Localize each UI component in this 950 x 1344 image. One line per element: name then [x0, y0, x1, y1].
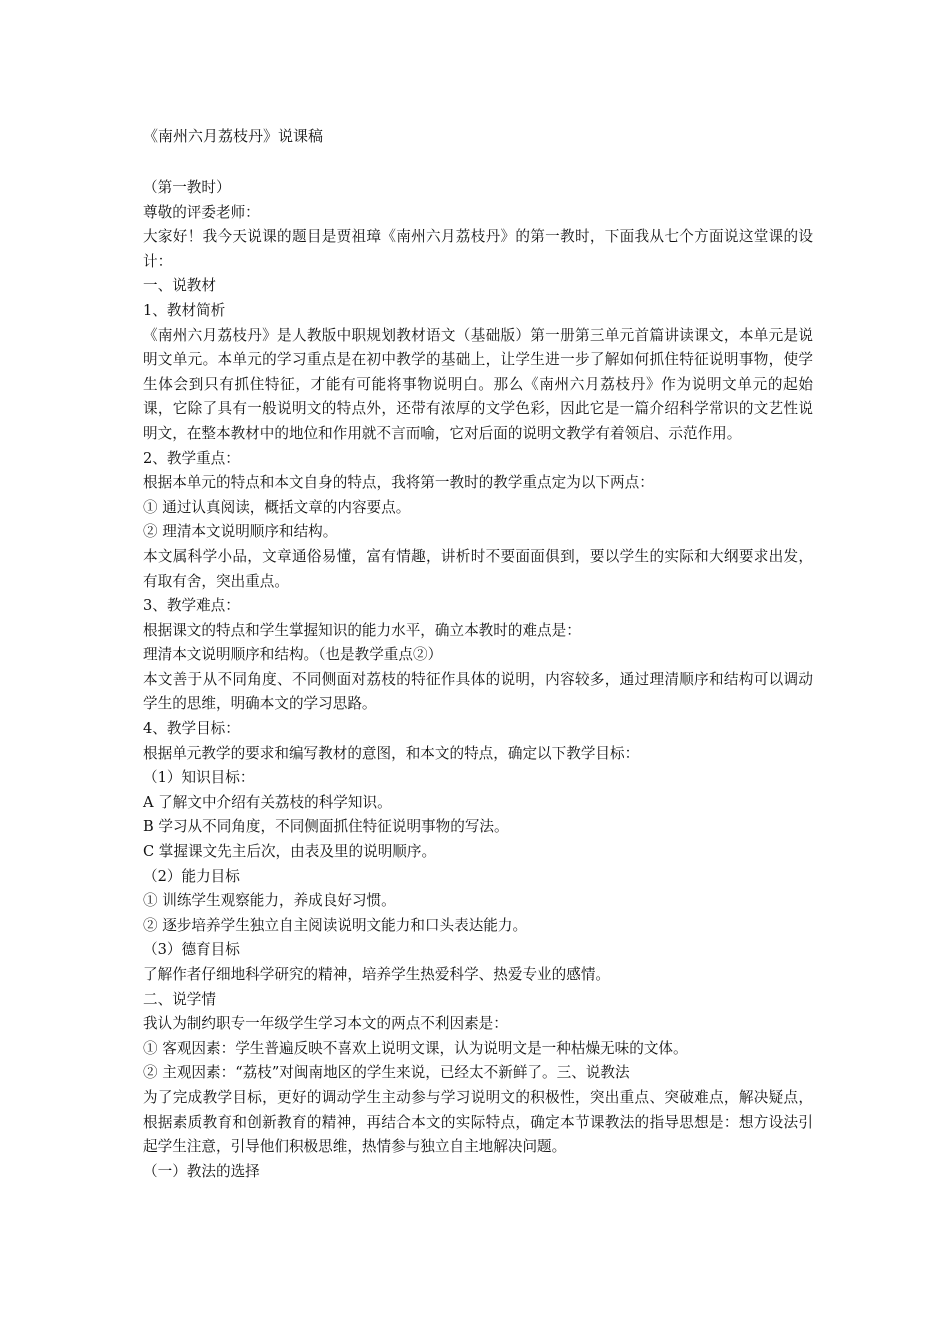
intro-paragraph: 大家好！我今天说课的题目是贾祖璋《南州六月荔枝丹》的第一教时，下面我从七个方面说这堂课的设计：	[143, 228, 813, 270]
subsection-heading: （一）教法的选择	[143, 1162, 260, 1180]
section-heading: 二、说学情	[143, 990, 216, 1008]
body-paragraph: 本文属科学小品，文章通俗易懂，富有情趣，讲析时不要面面俱到，要以学生的实际和大纲要求出发，有取有舍，突出重点。	[143, 547, 813, 590]
body-paragraph: 根据课文的特点和学生掌握知识的能力水平，确立本教时的难点是：	[143, 621, 581, 639]
body-paragraph: 理清本文说明顺序和结构。（也是教学重点②）	[143, 646, 443, 664]
document-page	[143, 124, 813, 1184]
list-item: ② 主观因素：“荔枝”对闽南地区的学生来说，已经太不新鲜了。三、说教法	[143, 1064, 630, 1082]
document-title: 《南州六月荔枝丹》说课稿	[143, 127, 324, 145]
list-item: ① 训练学生观察能力，养成良好习惯。	[143, 892, 396, 910]
subsection-heading: 1、教材简析	[143, 301, 226, 319]
greeting: 尊敬的评委老师：	[143, 203, 260, 221]
list-item: C 掌握课文先主后次，由表及里的说明顺序。	[143, 843, 437, 861]
body-paragraph: 本文善于从不同角度、不同侧面对荔枝的特征作具体的说明，内容较多，通过理清顺序和结构可以调动学生的思维，明确本文的学习思路。	[143, 670, 813, 713]
list-item: A 了解文中介绍有关荔枝的科学知识。	[143, 793, 392, 811]
list-item: ② 逐步培养学生独立自主阅读说明文能力和口头表达能力。	[143, 916, 528, 934]
body-paragraph: 我认为制约职专一年级学生学习本文的两点不利因素是：	[143, 1015, 508, 1033]
list-item: B 学习从不同角度，不同侧面抓住特征说明事物的写法。	[143, 818, 509, 836]
subsection-heading: 4、教学目标：	[143, 720, 240, 738]
body-paragraph: 了解作者仔细地科学研究的精神，培养学生热爱科学、热爱专业的感情。	[143, 966, 611, 983]
list-heading: （2）能力目标	[143, 867, 240, 885]
body-paragraph: 《南州六月荔枝丹》是人教版中职规划教材语文（基础版）第一册第三单元首篇讲读课文，本单元是说明文单元。本单元的学习重点是在初中教学的基础上，让学生进一步了解如何抓住特征说明事物，使学生体会到只有抓住特征，才能有可能将事物说明白。那么《南州六月荔枝丹》作为说明文单元的起始课，它除了具有一般说明文的特点外，还带有浓厚的文学色彩，因此它是一篇介绍科学常识的文艺性说明文，在整本教材中的地位和作用就不言而喻，它对后面的说明文教学有着领启、示范作用。	[143, 326, 813, 442]
list-item: ② 理清本文说明顺序和结构。	[143, 523, 338, 541]
body-paragraph: 根据单元教学的要求和编写教材的意图，和本文的特点，确定以下教学目标：	[143, 744, 640, 762]
list-heading: （3）德育目标	[143, 941, 240, 959]
section-heading: 一、说教材	[143, 277, 216, 295]
body-paragraph: 根据本单元的特点和本文自身的特点，我将第一教时的教学重点定为以下两点：	[143, 474, 654, 492]
subsection-heading: 2、教学重点：	[143, 449, 240, 467]
list-heading: （1）知识目标：	[143, 769, 255, 787]
list-item: ① 通过认真阅读，概括文章的内容要点。	[143, 498, 411, 516]
subsection-heading: 3、教学难点：	[143, 597, 240, 615]
lesson-period: （第一教时）	[143, 179, 231, 196]
list-item: ① 客观因素：学生普遍反映不喜欢上说明文课，认为说明文是一种枯燥无味的文体。	[143, 1039, 688, 1057]
body-paragraph: 为了完成教学目标，更好的调动学生主动参与学习说明文的积极性，突出重点、突破难点，解决疑点，根据素质教育和创新教育的精神，再结合本文的实际特点，确定本节课教法的指导思想是：想方设法引起学生注意，引导他们积极思维，热情参与独立自主地解决问题。	[143, 1088, 813, 1156]
